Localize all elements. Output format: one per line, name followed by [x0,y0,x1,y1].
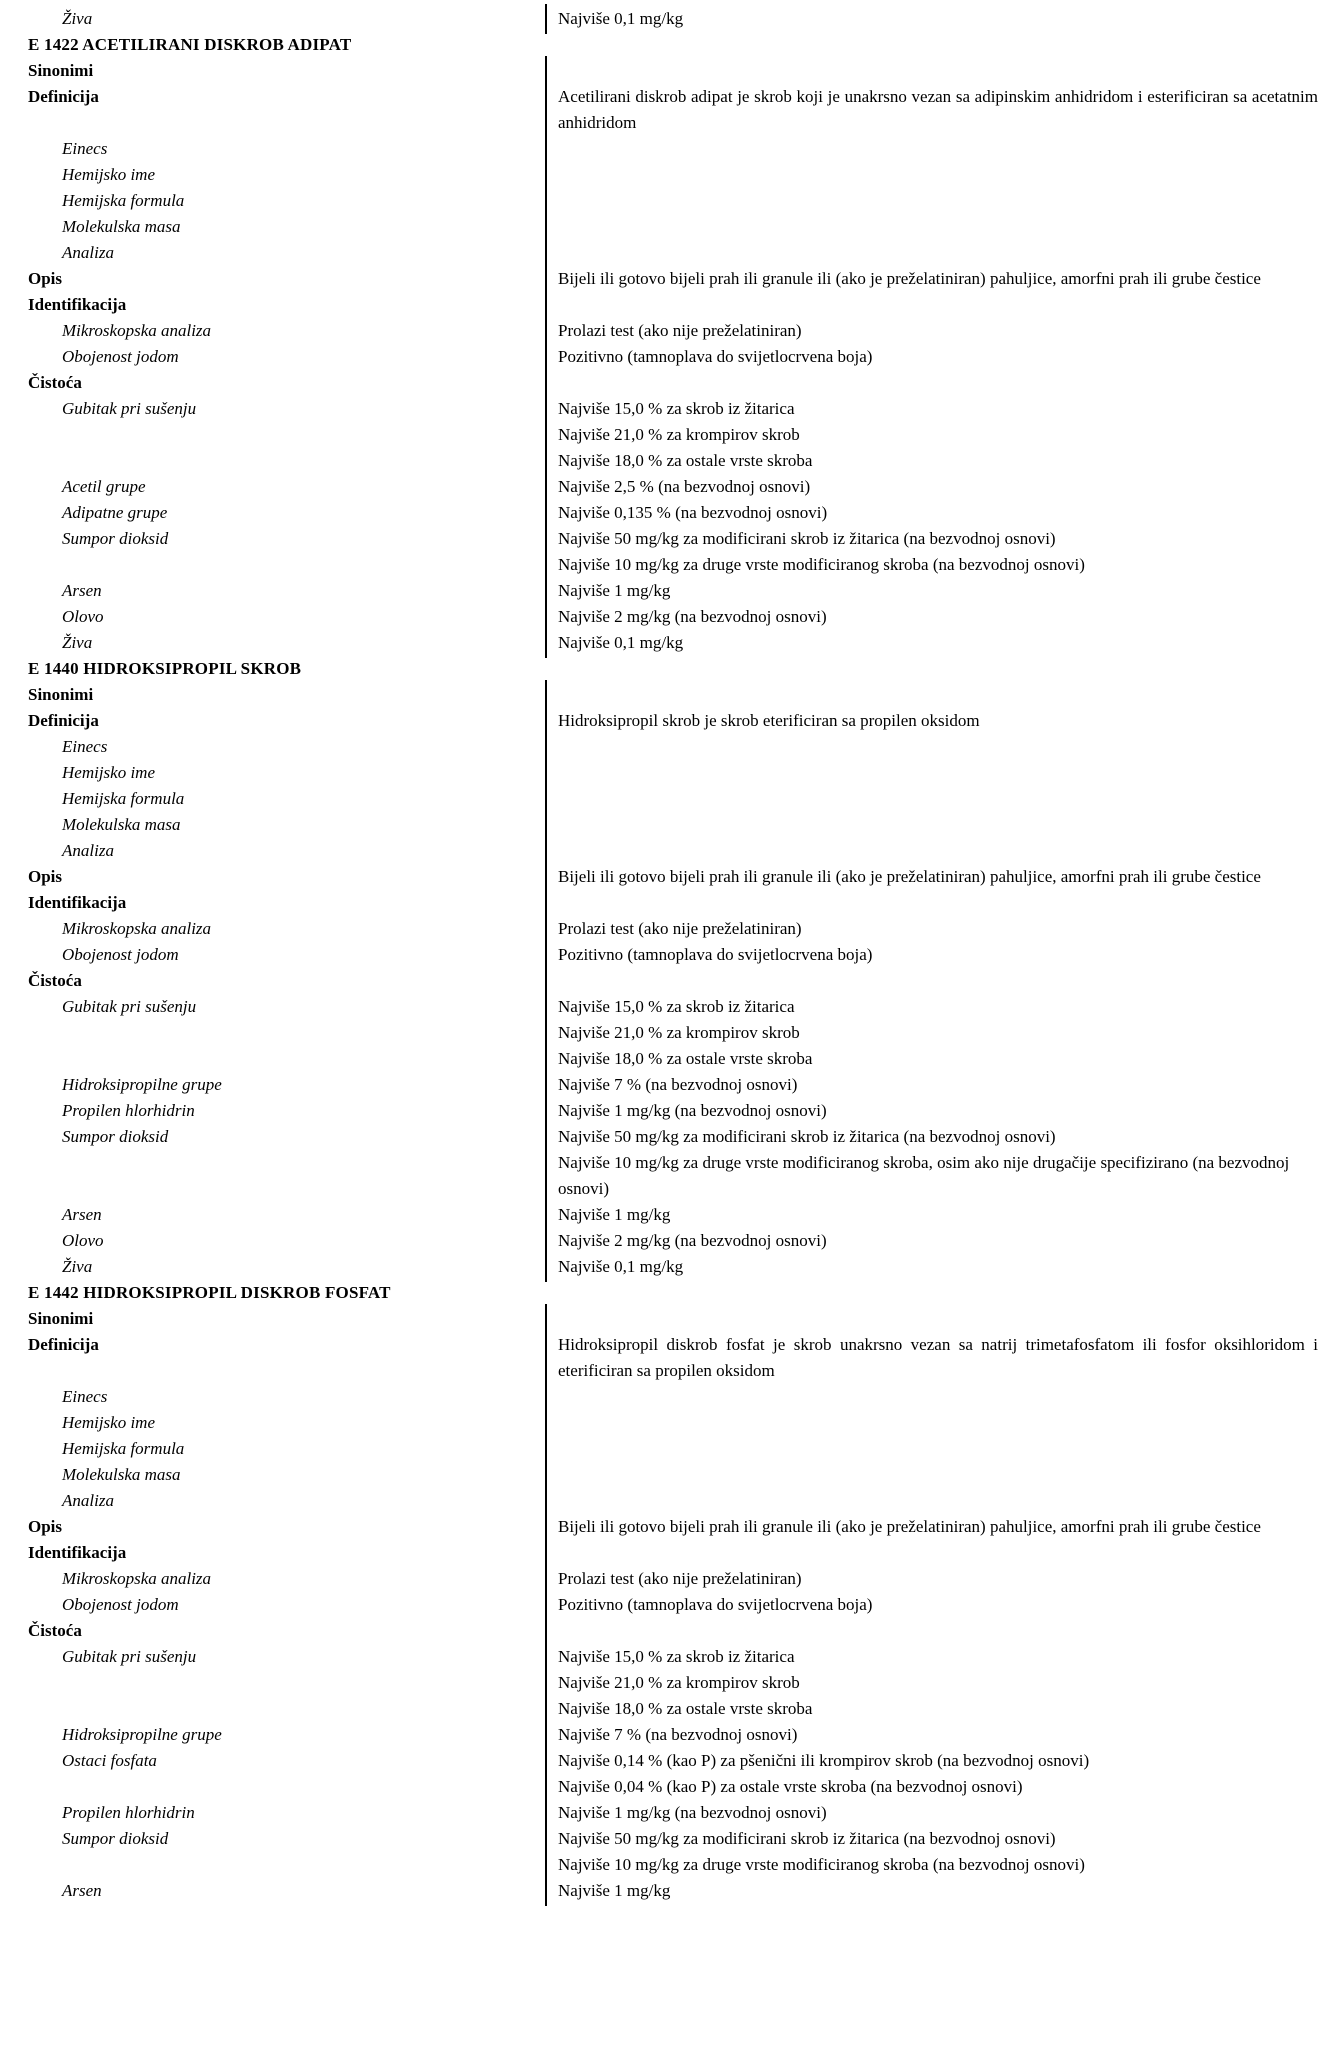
spec-row [0,1410,1340,1436]
spec-label-italic: Analiza [62,243,114,262]
spec-label-bold: Čistoća [28,1621,82,1640]
additive-section [0,656,1340,1280]
spec-label-bold: Identifikacija [28,295,127,314]
spec-row [0,630,1340,656]
spec-row [0,1332,1340,1384]
spec-row [0,1488,1340,1514]
spec-value-line: Najviše 10 mg/kg za druge vrste modificiranog skroba (na bezvodnoj osnovi) [558,555,1085,574]
spec-value-line: Najviše 21,0 % za krompirov skrob [558,1023,800,1042]
spec-row [0,1462,1340,1488]
spec-row [0,370,1340,396]
spec-values [558,396,1318,474]
spec-value-line: Najviše 21,0 % za krompirov skrob [558,1673,800,1692]
spec-value-line: Pozitivno (tamnoplava do svijetlocrvena boja) [558,347,873,366]
spec-values [558,1202,1318,1228]
spec-values [558,1592,1318,1618]
spec-row [0,58,1340,84]
spec-label-bold: Sinonimi [28,61,94,80]
spec-row [0,838,1340,864]
section-heading: E 1442 HIDROKSIPROPIL DISKROB FOSFAT [28,1283,391,1302]
spec-row [0,1826,1340,1878]
spec-row [0,812,1340,838]
spec-value-line: Najviše 50 mg/kg za modificirani skrob iz žitarica (na bezvodnoj osnovi) [558,1127,1056,1146]
spec-values [558,1072,1318,1098]
spec-value-line: Najviše 0,04 % (kao P) za ostale vrste skroba (na bezvodnoj osnovi) [558,1777,1023,1796]
spec-row [0,1514,1340,1540]
spec-label-italic: Mikroskopska analiza [62,1569,212,1588]
spec-label-italic: Gubitak pri sušenju [62,399,197,418]
spec-values [558,526,1318,578]
spec-value-line: Najviše 1 mg/kg (na bezvodnoj osnovi) [558,1803,827,1822]
spec-value-line: Najviše 50 mg/kg za modificirani skrob iz žitarica (na bezvodnoj osnovi) [558,1829,1056,1848]
spec-row [0,968,1340,994]
spec-row [0,1722,1340,1748]
specification-list [0,6,1340,1904]
spec-values [558,1124,1318,1202]
spec-row [0,942,1340,968]
spec-row [0,604,1340,630]
spec-values [558,344,1318,370]
spec-values [558,318,1318,344]
spec-row [0,188,1340,214]
spec-label-italic: Olovo [62,607,104,626]
spec-value-line: Najviše 0,1 mg/kg [558,9,684,28]
spec-value-line: Prolazi test (ako nije preželatiniran) [558,1569,802,1588]
spec-label-italic: Propilen hlorhidrin [62,1803,195,1822]
spec-row [0,240,1340,266]
spec-label-bold: Čistoća [28,971,82,990]
spec-label-bold: Identifikacija [28,893,127,912]
spec-label-bold: Identifikacija [28,1543,127,1562]
spec-row [0,786,1340,812]
spec-row [0,1306,1340,1332]
spec-row [0,136,1340,162]
spec-value-line: Najviše 15,0 % za skrob iz žitarica [558,399,795,418]
spec-value-line: Najviše 18,0 % za ostale vrste skroba [558,1699,813,1718]
spec-value-line: Bijeli ili gotovo bijeli prah ili granule ili (ako je preželatiniran) pahuljice, amorfni prah ili grube čestice [558,867,1261,886]
spec-label-italic: Molekulska masa [62,217,181,236]
spec-values [558,864,1318,890]
spec-row [0,682,1340,708]
spec-label-italic: Einecs [62,139,108,158]
spec-label-italic: Mikroskopska analiza [62,321,212,340]
spec-row [0,1748,1340,1800]
spec-value-line: Najviše 15,0 % za skrob iz žitarica [558,1647,795,1666]
previous-entry-tail-block [0,6,1340,32]
spec-values [558,1254,1318,1280]
spec-label-italic: Živa [62,9,93,28]
spec-row [0,864,1340,890]
spec-label-bold: Opis [28,867,63,886]
spec-label-bold: Sinonimi [28,685,94,704]
spec-row [0,1644,1340,1722]
spec-row [0,734,1340,760]
section-rows-block [0,1306,1340,1904]
spec-values [558,500,1318,526]
spec-label-italic: Arsen [62,581,102,600]
spec-label-italic: Acetil grupe [62,477,146,496]
spec-value-line: Najviše 50 mg/kg za modificirani skrob iz žitarica (na bezvodnoj osnovi) [558,529,1056,548]
spec-label-italic: Hemijska formula [62,789,185,808]
spec-value-line: Hidroksipropil diskrob fosfat je skrob unakrsno vezan sa natrij trimetafosfatom ili fosfor oksihloridom i eterificiran sa propilen oksidom [558,1335,1318,1380]
spec-label-italic: Sumpor dioksid [62,1127,169,1146]
spec-label-italic: Propilen hlorhidrin [62,1101,195,1120]
spec-values [558,266,1318,292]
spec-label-bold: Definicija [28,1335,99,1354]
spec-label-italic: Sumpor dioksid [62,1829,169,1848]
spec-values [558,1878,1318,1904]
spec-label-bold: Definicija [28,711,99,730]
spec-row [0,162,1340,188]
spec-label-italic: Olovo [62,1231,104,1250]
additive-section [0,32,1340,656]
spec-value-line: Najviše 1 mg/kg [558,1881,671,1900]
spec-value-line: Najviše 0,135 % (na bezvodnoj osnovi) [558,503,828,522]
spec-value-line: Prolazi test (ako nije preželatiniran) [558,919,802,938]
spec-label-bold: Definicija [28,87,99,106]
spec-value-line: Najviše 2 mg/kg (na bezvodnoj osnovi) [558,607,827,626]
spec-row [0,474,1340,500]
spec-label-bold: Sinonimi [28,1309,94,1328]
spec-row [0,1124,1340,1202]
spec-label-italic: Adipatne grupe [62,503,168,522]
spec-values [558,1722,1318,1748]
spec-values [558,1228,1318,1254]
spec-values [558,1098,1318,1124]
spec-label-italic: Einecs [62,1387,108,1406]
spec-row [0,1592,1340,1618]
spec-row [0,1072,1340,1098]
spec-label-italic: Obojenost jodom [62,347,179,366]
spec-label-italic: Obojenost jodom [62,945,179,964]
spec-values [558,604,1318,630]
spec-label-italic: Gubitak pri sušenju [62,1647,197,1666]
spec-row [0,1436,1340,1462]
spec-row [0,1098,1340,1124]
spec-label-italic: Gubitak pri sušenju [62,997,197,1016]
spec-row [0,344,1340,370]
spec-row [0,1566,1340,1592]
spec-value-line: Najviše 21,0 % za krompirov skrob [558,425,800,444]
spec-row [0,1618,1340,1644]
spec-row [0,526,1340,578]
spec-values [558,1514,1318,1540]
spec-row [0,396,1340,474]
spec-label-italic: Sumpor dioksid [62,529,169,548]
spec-row [0,1202,1340,1228]
spec-value-line: Najviše 10 mg/kg za druge vrste modificiranog skroba (na bezvodnoj osnovi) [558,1855,1085,1874]
spec-values [558,6,1318,32]
spec-label-italic: Molekulska masa [62,1465,181,1484]
spec-values [558,1748,1318,1800]
spec-value-line: Najviše 10 mg/kg za druge vrste modificiranog skroba, osim ako nije drugačije specifizirano (na bezvodnoj osnovi) [558,1153,1290,1198]
spec-row [0,6,1340,32]
spec-row [0,1878,1340,1904]
spec-values [558,1566,1318,1592]
spec-label-italic: Arsen [62,1881,102,1900]
spec-label-italic: Mikroskopska analiza [62,919,212,938]
spec-value-line: Bijeli ili gotovo bijeli prah ili granule ili (ako je preželatiniran) pahuljice, amorfni prah ili grube čestice [558,269,1261,288]
section-rows-block [0,682,1340,1280]
spec-value-line: Najviše 1 mg/kg (na bezvodnoj osnovi) [558,1101,827,1120]
spec-label-bold: Opis [28,269,63,288]
spec-values [558,84,1318,136]
spec-values [558,1644,1318,1722]
spec-row [0,1228,1340,1254]
spec-label-italic: Hemijska formula [62,1439,185,1458]
spec-value-line: Najviše 7 % (na bezvodnoj osnovi) [558,1075,798,1094]
spec-label-italic: Analiza [62,841,114,860]
spec-value-line: Najviše 0,14 % (kao P) za pšenični ili krompirov skrob (na bezvodnoj osnovi) [558,1751,1090,1770]
spec-label-italic: Živa [62,1257,93,1276]
spec-values [558,1800,1318,1826]
spec-values [558,942,1318,968]
spec-value-line: Hidroksipropil skrob je skrob eterificiran sa propilen oksidom [558,711,980,730]
spec-label-italic: Hemijska formula [62,191,185,210]
spec-value-line: Najviše 0,1 mg/kg [558,1257,684,1276]
section-heading: E 1422 ACETILIRANI DISKROB ADIPAT [28,35,352,54]
spec-label-italic: Hemijsko ime [62,165,156,184]
spec-label-bold: Čistoća [28,373,82,392]
spec-value-line: Najviše 2,5 % (na bezvodnoj osnovi) [558,477,811,496]
spec-values [558,474,1318,500]
spec-row [0,760,1340,786]
spec-row [0,1540,1340,1566]
spec-value-line: Najviše 1 mg/kg [558,581,671,600]
spec-value-line: Najviše 18,0 % za ostale vrste skroba [558,1049,813,1068]
spec-row [0,994,1340,1072]
spec-row [0,292,1340,318]
spec-label-italic: Hidroksipropilne grupe [62,1725,222,1744]
spec-label-italic: Hidroksipropilne grupe [62,1075,222,1094]
spec-value-line: Acetilirani diskrob adipat je skrob koji je unakrsno vezan sa adipinskim anhidridom i esterificiran sa acetatnim anhidridom [558,87,1318,132]
spec-label-italic: Hemijsko ime [62,763,156,782]
spec-label-italic: Živa [62,633,93,652]
spec-row [0,266,1340,292]
spec-row [0,500,1340,526]
spec-value-line: Najviše 7 % (na bezvodnoj osnovi) [558,1725,798,1744]
spec-row [0,708,1340,734]
spec-row [0,84,1340,136]
spec-value-line: Najviše 1 mg/kg [558,1205,671,1224]
spec-label-italic: Arsen [62,1205,102,1224]
spec-label-bold: Opis [28,1517,63,1536]
spec-row [0,1254,1340,1280]
spec-value-line: Pozitivno (tamnoplava do svijetlocrvena boja) [558,1595,873,1614]
spec-row [0,214,1340,240]
spec-values [558,1826,1318,1878]
spec-value-line: Najviše 15,0 % za skrob iz žitarica [558,997,795,1016]
spec-value-line: Prolazi test (ako nije preželatiniran) [558,321,802,340]
additive-section [0,1280,1340,1904]
spec-row [0,1800,1340,1826]
spec-values [558,916,1318,942]
spec-label-italic: Ostaci fosfata [62,1751,157,1770]
spec-label-italic: Hemijsko ime [62,1413,156,1432]
spec-label-italic: Analiza [62,1491,114,1510]
spec-value-line: Najviše 2 mg/kg (na bezvodnoj osnovi) [558,1231,827,1250]
spec-value-line: Bijeli ili gotovo bijeli prah ili granule ili (ako je preželatiniran) pahuljice, amorfni prah ili grube čestice [558,1517,1261,1536]
spec-value-line: Pozitivno (tamnoplava do svijetlocrvena boja) [558,945,873,964]
spec-value-line: Najviše 0,1 mg/kg [558,633,684,652]
spec-values [558,630,1318,656]
spec-value-line: Najviše 18,0 % za ostale vrste skroba [558,451,813,470]
section-rows-block [0,58,1340,656]
spec-row [0,578,1340,604]
section-heading: E 1440 HIDROKSIPROPIL SKROB [28,659,302,678]
spec-values [558,994,1318,1072]
spec-label-italic: Einecs [62,737,108,756]
spec-label-italic: Obojenost jodom [62,1595,179,1614]
spec-values [558,578,1318,604]
spec-row [0,916,1340,942]
spec-values [558,708,1318,734]
spec-label-italic: Molekulska masa [62,815,181,834]
spec-row [0,890,1340,916]
spec-row [0,1384,1340,1410]
spec-row [0,318,1340,344]
spec-values [558,1332,1318,1384]
